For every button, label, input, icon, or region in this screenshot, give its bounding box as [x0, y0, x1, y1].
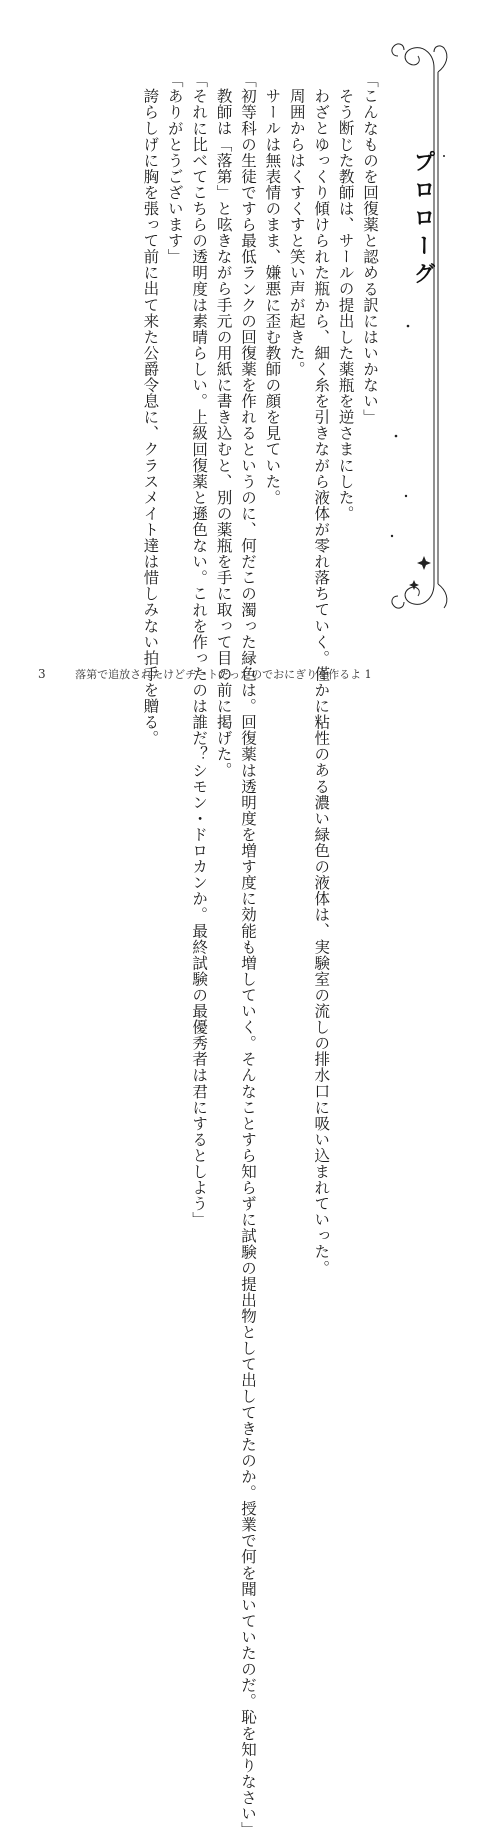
chapter-title: プロローグ — [410, 150, 435, 290]
paragraph: 誇らしげに胸を張って前に出て来た公爵令息に、クラスメイト達は惜しみない拍手を贈る。 — [141, 87, 160, 746]
paragraph: そう断じた教師は、サールの提出した薬瓶を逆さまにした。 — [336, 87, 355, 521]
running-title: 落第で追放されたけどチートだったのでおにぎりを作るよ 1 — [75, 668, 372, 681]
paragraph: 「初等科の生徒ですら最低ランクの回復薬を作れるというのに、何だこの濁った緑色は。回復薬は透明度を増す度に効能も増していく。そんなことすら知らずに試験の提出物として出してきたのか。授業で何を聞いていたのだ。恥を知りなさい」 — [238, 72, 257, 1838]
paragraph: わざとゆっくり傾けられた瓶から、細く糸を引きながら液体が零れ落ちていく。僅かに粘性のある濃い緑色の液体は、実験室の流しの排水口に吸い込まれていった。 — [312, 87, 331, 1276]
page-number: 3 — [38, 667, 46, 681]
paragraph: 教師は「落第」と呟きながら手元の用紙に書き込むと、別の薬瓶を手に取って目の前に掲げた。 — [214, 87, 233, 778]
paragraph: サールは無表情のまま、嫌悪に歪む教師の顔を見ていた。 — [263, 87, 282, 505]
ornament-border — [384, 36, 456, 618]
paragraph: 「それに比べてこちらの透明度は素晴らしい。上級回復薬と遜色ない。これを作ったのは誰だ？シモン・ドロカンか。最終試験の最優秀者は君にするとしよう」 — [190, 72, 209, 1228]
page-footer — [38, 666, 372, 682]
paragraph: 「こんなものを回復薬と認める訳にはいかない」 — [361, 72, 379, 426]
paragraph: 周囲からはくすくすと笑い声が起きた。 — [287, 87, 306, 377]
title-ornament-frame — [384, 36, 456, 618]
paragraph: 「ありがとうございます」 — [165, 72, 184, 265]
